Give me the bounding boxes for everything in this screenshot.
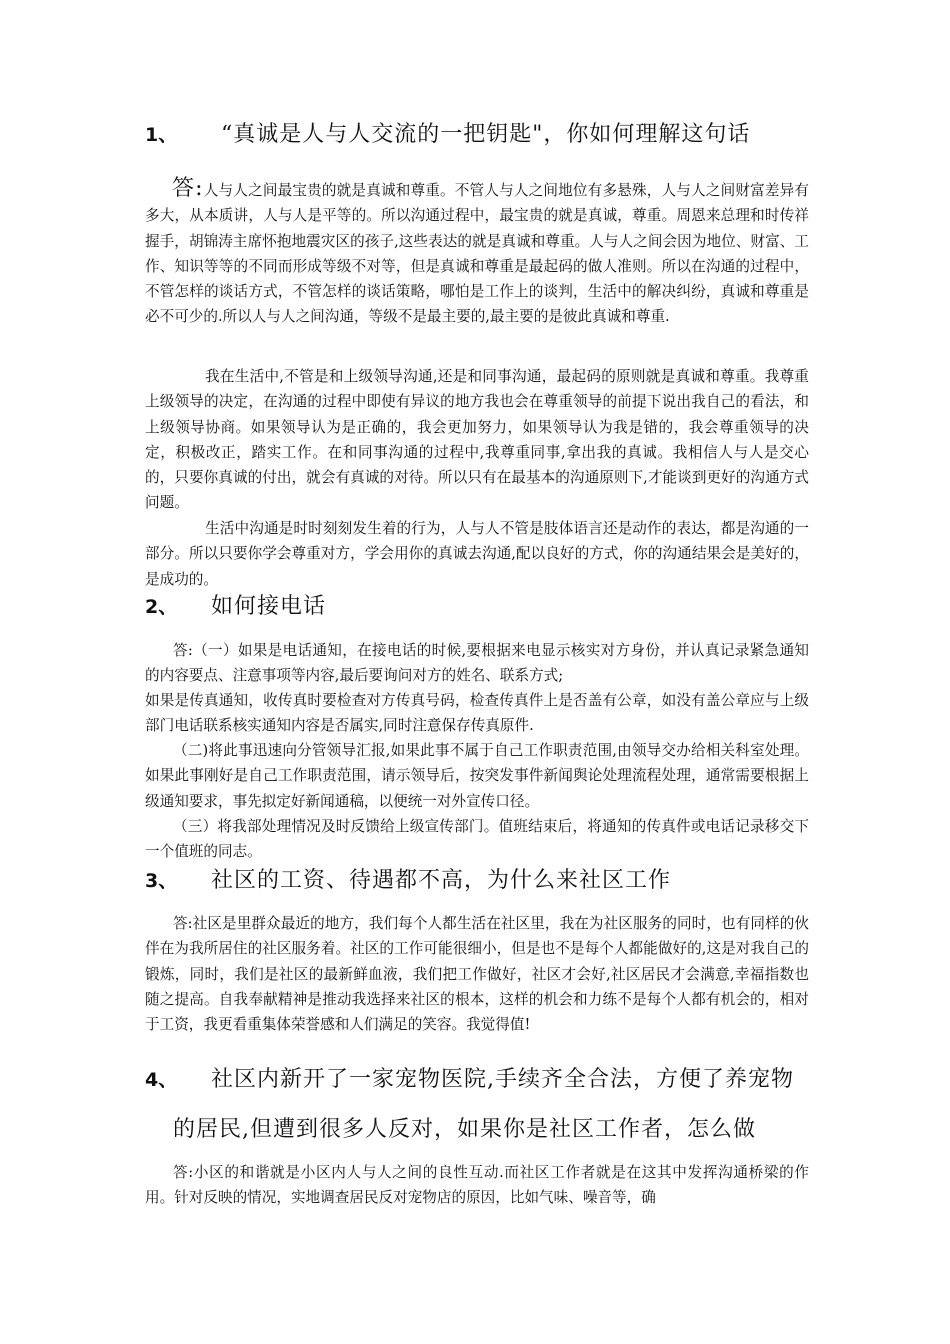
question-title: 如何接电话 (211, 594, 327, 619)
answer-paragraph: 如果是传真通知，收传真时要检查对方传真号码，检查传真件上是否盖有公章，如没有盖公章应与上级部门电话联系核实通知内容是否属实,同时注意保存传真原件. (145, 692, 809, 735)
answer-paragraph: 答:小区的和谐就是小区内人与人之间的良性互动.而社区工作者就是在这其中发挥沟通桥梁的作用。针对反映的情况，实地调查居民反对宠物店的原因，比如气味、噪音等，确 (145, 1164, 809, 1207)
question-4-heading (145, 1065, 794, 1095)
question-title: 社区内新开了一家宠物医院,手续齐全合法，方便了养宠物 (211, 1067, 794, 1092)
question-1-heading (145, 120, 750, 150)
question-title: 社区的工资、待遇都不高，为什么来社区工作 (211, 868, 672, 893)
question-number: 3、 (145, 870, 178, 892)
answer-paragraph: 生活中沟通是时时刻刻发生着的行为，人与人不管是肢体语言还是动作的表达，都是沟通的一部分。所以只要你学会尊重对方，学会用你的真诚去沟通,配以良好的方式，你的沟通结果会是美好的，是成功的。 (145, 520, 809, 588)
question-title-continued: 的居民,但遭到很多人反对，如果你是社区工作者，怎么做 (173, 1117, 756, 1142)
answer-paragraph: （三）将我部处理情况及时反馈给上级宣传部门。值班结束后，将通知的传真件或电话记录移交下一个值班的同志。 (145, 818, 809, 861)
question-3-heading (145, 866, 671, 896)
answer-paragraph (145, 176, 809, 330)
answer-label: 答: (172, 176, 204, 201)
answer-paragraph: 答:（一）如果是电话通知，在接电话的时候,要根据来电显示核实对方身份，并认真记录紧急通知的内容要点、注意事项等内容,最后要询问对方的姓名、联系方式; (145, 642, 809, 685)
question-2-heading (145, 592, 326, 622)
answer-paragraph: （二)将此事迅速向分管领导汇报,如果此事不属于自己工作职责范围,由领导交办给相关科室处理。如果此事刚好是自己工作职责范围，请示领导后，按突发事件新闻舆论处理流程处理，通常需要根据上级通知要求，事先拟定好新闻通稿，以便统一对外宣传口径。 (145, 742, 809, 810)
answer-paragraph: 我在生活中,不管是和上级领导沟通,还是和同事沟通，最起码的原则就是真诚和尊重。我尊重上级领导的决定，在沟通的过程中即使有异议的地方我也会在尊重领导的前提下说出我自己的看法，和上级领导协商。如果领导认为是正确的，我会更加努力，如果领导认为我是错的，我会尊重领导的决定，积极改正，踏实工作。在和同事沟通的过程中,我尊重同事,拿出我的真诚。我相信人与人是交心的，只要你真诚的付出，就会有真诚的对待。所以只有在最基本的沟通原则下,才能谈到更好的沟通方式问题。 (145, 368, 809, 512)
answer-paragraph: 答:社区是里群众最近的地方，我们每个人都生活在社区里，我在为社区服务的同时，也有同样的伙伴在为我所居住的社区服务着。社区的工作可能很细小，但是也不是每个人都能做好的,这是对我自己的锻炼，同时，我们是社区的最新鲜血液，我们把工作做好，社区才会好,社区居民才会满意,幸福指数也随之提高。自我奉献精神是推动我选择来社区的根本，这样的机会和力练不是每个人都有机会的，相对于工资，我更看重集体荣誉感和人们满足的笑容。我觉得值! (145, 915, 809, 1034)
question-number: 2、 (145, 596, 178, 618)
question-number: 1、 (145, 124, 178, 146)
question-title: “真诚是人与人交流的一把钥匙"，你如何理解这句话 (221, 122, 751, 147)
question-number: 4、 (145, 1069, 178, 1091)
answer-text: 人与人之间最宝贵的就是真诚和尊重。不管人与人之间地位有多悬殊，人与人之间财富差异有多大，从本质讲，人与人是平等的。所以沟通过程中，最宝贵的就是真诚，尊重。周恩来总理和时传祥握手，胡锦涛主席怀抱地震灾区的孩子,这些表达的就是真诚和尊重。人与人之间会因为地位、财富、工作、知识等等的不同而形成等级不对等，但是真诚和尊重是最起码的做人准则。所以在沟通的过程中，不管怎样的谈话方式，不管怎样的谈话策略，哪怕是工作上的谈判，生活中的解决纠纷，真诚和尊重是必不可少的.所以人与人之间沟通，等级不是最主要的,最主要的是彼此真诚和尊重. (145, 182, 809, 326)
